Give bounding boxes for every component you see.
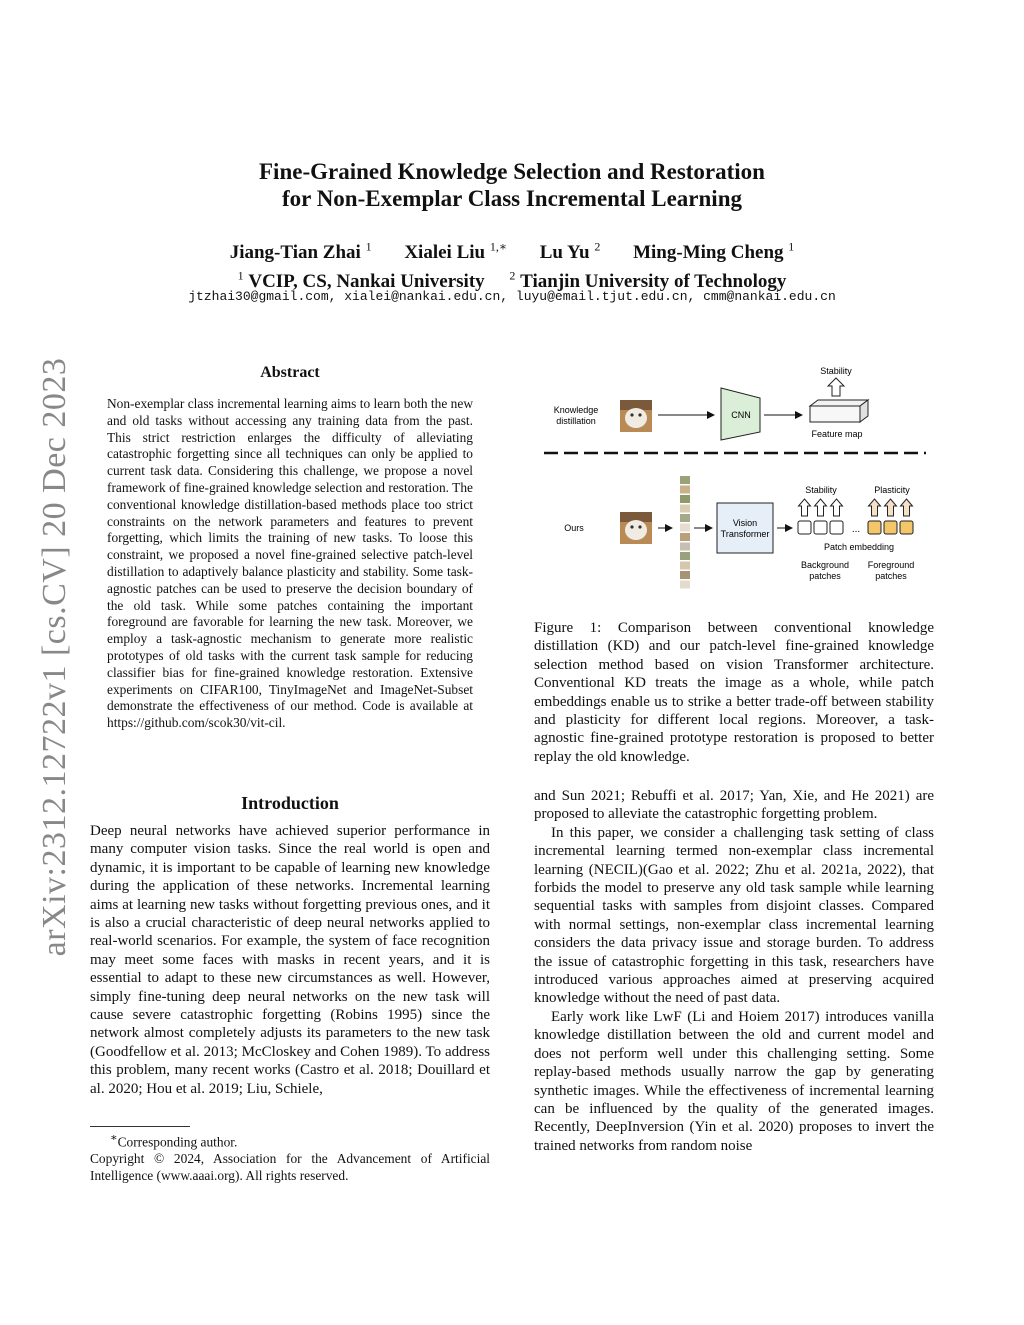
image-patch	[680, 562, 690, 570]
plasticity-arrow-icon	[901, 499, 913, 516]
image-patch	[680, 476, 690, 484]
foreground-label-line2: patches	[875, 571, 907, 581]
author: Lu Yu $^2$	[539, 240, 601, 264]
foreground-label-line1: Foreground	[867, 560, 915, 570]
label-kd-line2: distillation	[556, 416, 596, 426]
image-patch	[680, 524, 690, 532]
footnotes: ∗Corresponding author. Copyright © 2024, Association for the Advancement of Artificial Intelligence (www.aaai.org). All rights reserved.	[90, 1132, 490, 1183]
affiliation: $^2$ Tianjin University of Technology	[509, 268, 787, 292]
feature-map	[810, 400, 868, 422]
footnote-corresponding: Corresponding author.	[117, 1134, 238, 1150]
plasticity-arrow-icon	[869, 499, 881, 516]
footnote-copyright: Copyright © 2024, Association for the Advancement of Artificial Intelligence (www.aaai.org). All rights reserved.	[90, 1151, 490, 1183]
affiliation: $^1$ VCIP, CS, Nankai University	[237, 268, 485, 292]
image-patch	[680, 533, 690, 541]
patch-strip	[680, 476, 690, 589]
footnote-rule	[90, 1126, 190, 1127]
author: Ming-Ming Cheng $^1$	[633, 240, 795, 264]
patch-embedding-label: Patch embedding	[823, 542, 895, 552]
stability-label: Stability	[820, 366, 852, 376]
abstract-heading: Abstract	[260, 364, 320, 381]
background-embedding	[798, 521, 811, 534]
image-patch	[680, 495, 690, 503]
background-label-line2: patches	[809, 571, 841, 581]
cat-image-bottom	[620, 512, 652, 544]
label-ours: Ours	[564, 523, 584, 533]
stability-label-2: Stability	[805, 485, 837, 495]
arxiv-stamp	[10, 357, 100, 957]
cnn-label: CNN	[731, 410, 751, 420]
stability-arrow-icon	[799, 499, 811, 516]
arxiv-stamp-text: arXiv:2312.12722v1 [cs.CV] 20 Dec 2023	[36, 357, 73, 957]
foreground-embedding	[868, 521, 881, 534]
plasticity-arrow-icon	[885, 499, 897, 516]
foreground-embedding	[884, 521, 897, 534]
abstract-body: Non-exemplar class incremental learning aims to learn both the new and old tasks without accessing any training data from the past. This strict restriction enlarges the difficulty of alleviating catastrophic forgetting since all techniques can only be applied to current task data. Considering this challenge, we propose a novel framework of fine-grained knowledge selection and restoration. The conventional knowledge distillation-based methods place too strict constraints on the network parameters and features to prevent forgetting, which limits the training of new tasks. To loose this constraint, we proposed a novel fine-grained selective patch-level distillation to adaptively balance plasticity and stability. Some task-agnostic patches can be used to preserve the decision boundary of the old task. While some patches containing the important foreground are favorable for learning the new task. Moreover, we employ a task-agnostic mechanism to generate more realistic prototypes of old tasks with the current task sample for reducing classifier bias for fine-grained knowledge restoration. Extensive experiments on CIFAR100, TinyImageNet and ImageNet-Subset demonstrate the effectiveness of our method. Code is available at https://github.com/scok30/vit-cil.	[107, 396, 473, 731]
image-patch	[680, 514, 690, 522]
figure-1	[534, 360, 934, 590]
author: Jiang-Tian Zhai $^1$	[229, 240, 372, 264]
introduction-heading: Introduction	[241, 793, 339, 813]
title-line-1: Fine-Grained Knowledge Selection and Restoration	[259, 159, 765, 184]
stability-arrow-icon	[828, 378, 844, 396]
label-kd-line1: Knowledge	[553, 405, 599, 415]
background-label-line1: Background	[800, 560, 850, 570]
image-patch	[680, 571, 690, 579]
author-list	[0, 236, 1024, 293]
background-embedding	[814, 521, 827, 534]
paragraph: and Sun 2021; Rebuffi et al. 2017; Yan, Xie, and He 2021) are proposed to alleviate the catastrophic forgetting problem.	[534, 788, 934, 823]
figure-1-caption: Figure 1: Comparison between conventional knowledge distillation (KD) and our patch-level fine-grained knowledge selection method based on vision Transformer architecture. Conventional KD treats the image as a whole, while patch embeddings enable us to strike a better trade-off between stability and plasticity for different local regions. Moreover, a task-agnostic fine-grained prototype restoration is proposed to better replay the old knowledge.	[534, 620, 934, 765]
stability-arrow-icon	[831, 499, 843, 516]
author: Xialei Liu $^{1,∗}$	[404, 240, 507, 264]
paragraph: Early work like LwF (Li and Hoiem 2017) introduces vanilla knowledge distillation between the old and current model and does not perform well under this challenging setting. Some replay-based methods usually narrow the gap by generating synthetic images. While the effectiveness of incremental learning can be influenced by the quality of the generated images. Recently, DeepInversion (Yin et al. 2020) proposes to invert the trained networks from random noise	[534, 1008, 934, 1154]
cat-image-top	[620, 400, 652, 432]
foreground-embedding	[900, 521, 913, 534]
vit-block	[717, 503, 773, 553]
introduction-body: Deep neural networks have achieved superior performance in many computer vision tasks. Since the real world is open and dynamic, it is important to be capable of learning new knowledge during the application of these networks. Incremental learning aims at learning new tasks without forgetting previous ones, and it is also a crucial characteristic of deep neural networks applied to real-world scenarios. For example, the system of face recognition may meet some faces with masks in recent years, and it is essential to adapt to these new circumstances as well. However, simply fine-tuning deep neural networks on the new task will cause severe catastrophic forgetting (Robins 1995) since the network almost completely adjusts its parameters to the new task (Goodfellow et al. 2013; McCloskey and Cohen 1989). To address this problem, many recent works (Castro et al. 2018; Douillard et al. 2020; Hou et al. 2019; Liu, Schiele,	[90, 823, 490, 1097]
title-line-2: for Non-Exemplar Class Incremental Learning	[282, 186, 742, 211]
background-embedding	[830, 521, 843, 534]
paragraph: In this paper, we consider a challenging task setting of class incremental learning termed non-exemplar class incremental learning (NECIL)(Gao et al. 2022; Zhu et al. 2021a, 2022), that forbids the model to preserve any old task sample while learning sequential tasks with samples from disjoint classes. Compared with normal settings, non-exemplar class incremental learning considers the data privacy issue and storage burden. To address the issue of catastrophic forgetting in this task, researchers have introduced various approaches aimed at preserving acquired knowledge without the need of past data.	[534, 824, 934, 1007]
paper-title	[0, 158, 1024, 212]
image-patch	[680, 581, 690, 589]
right-column-body	[534, 787, 934, 1155]
image-patch	[680, 486, 690, 494]
vit-label-line2: Transformer	[720, 529, 770, 539]
image-patch	[680, 552, 690, 560]
stability-arrow-icon	[815, 499, 827, 516]
vit-label-line1: Vision	[732, 518, 758, 528]
embedding-ellipsis: ...	[851, 524, 861, 535]
image-patch	[680, 505, 690, 513]
feature-map-label: Feature map	[811, 429, 863, 439]
author-emails: jtzhai30@gmail.com, xialei@nankai.edu.cn, luyu@email.tjut.edu.cn, cmm@nankai.edu.cn	[188, 289, 836, 304]
plasticity-label: Plasticity	[874, 485, 910, 495]
image-patch	[680, 543, 690, 551]
